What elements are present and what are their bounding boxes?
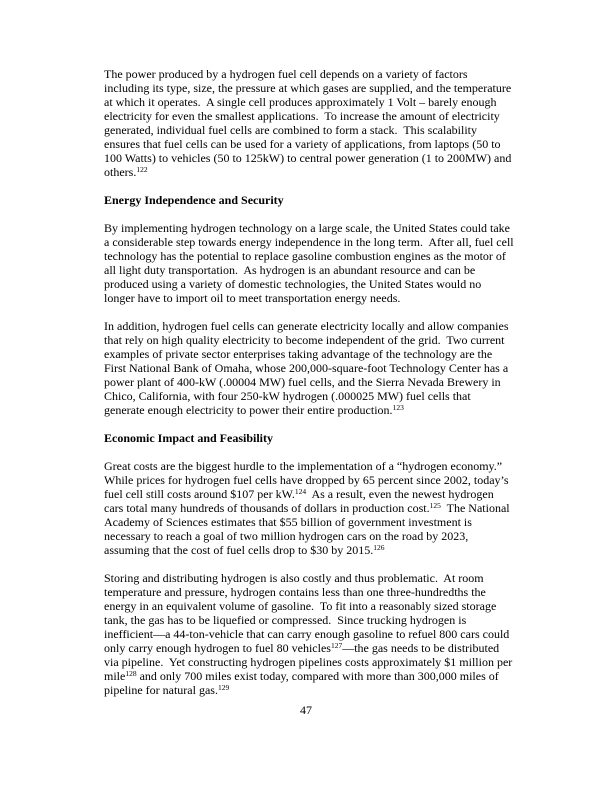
paragraph-text: The power produced by a hydrogen fuel cell depends on a variety of factors including its type, size, the pressure at which gases are supplied, and the temperature at which it operates. A single cell produces approximately 1 Volt – barely enough electricity for even the smallest applications. To increase the amount of electricity generated, individual fuel cells are combined to form a stack. This scalability ensures that fuel cells can be used for a variety of applications, from laptops (50 to 100 Watts) to vehicles (50 to 125kW) to central power generation (1 to 200MW) and others. [104, 67, 515, 179]
footnote-ref-122: 122 [136, 165, 148, 174]
paragraph-text: As a result, even the newest hydrogen cars total many hundreds of thousands of dollars in production cost. [104, 487, 497, 515]
page-number: 47 [300, 703, 312, 717]
footnote-ref-125: 125 [429, 501, 441, 510]
paragraph-text: Storing and distributing hydrogen is also costly and thus problematic. At room temperature and pressure, hydrogen contains less than one three-hundredths the energy in an equivalent volume of gasoline. To fit into a reasonably sized storage tank, the gas has to be liquefied or compressed. Since trucking hydrogen is inefficient—a 44-ton-vehicle that can carry enough gasoline to refuel 800 cars could only carry enough hydrogen to fuel 80 vehicles [104, 571, 513, 655]
paragraph-text: In addition, hydrogen fuel cells can generate electricity locally and allow companies that rely on high quality electricity to become independent of the grid. Two current examples of private sector enterprises taking advantage of the technology are the First National Bank of Omaha, whose 200,000-square-foot Technology Center has a power plant of 400-kW (.00004 MW) fuel cells, and the Sierra Nevada Brewery in Chico, California, with four 250-kW hydrogen (.000025 MW) fuel cells that generate enough electricity to power their entire production. [104, 319, 512, 417]
footnote-ref-126: 126 [373, 543, 385, 552]
footnote-ref-127: 127 [330, 641, 343, 650]
economic-paragraph-1 [104, 459, 514, 557]
footnote-ref-128: 128 [125, 669, 137, 678]
paragraph-text: —the gas needs to be distributed via pipeline. Yet constructing hydrogen pipelines costs approximately $1 million per mile [104, 641, 516, 683]
footnote-ref-123: 123 [392, 403, 404, 412]
economic-paragraph-2 [104, 571, 514, 697]
paragraph-text: By implementing hydrogen technology on a large scale, the United States could take a considerable step towards energy independence in the long term. After all, fuel cell technology has the potential to replace gasoline combustion engines as the motor of all light duty transportation. As hydrogen is an abundant resource and can be produced using a variety of domestic technologies, the United States would no longer have to import oil to meet transportation energy needs. [104, 221, 517, 305]
footnote-ref-124: 124 [294, 487, 307, 496]
intro-paragraph [104, 67, 514, 179]
paragraph-text: The National Academy of Sciences estimates that $55 billion of government investment is necessary to reach a goal of two million hydrogen cars on the road by 2023, assuming that the cost of fuel cells drop to $30 by 2015. [104, 501, 512, 557]
footnote-ref-129: 129 [217, 683, 230, 692]
paragraph-text: and only 700 miles exist today, compared with more than 300,000 miles of pipeline for natural gas. [104, 669, 502, 697]
section-heading-energy-independence: Energy Independence and Security [104, 193, 284, 207]
section-heading-economic-impact: Economic Impact and Feasibility [104, 431, 274, 445]
energy-paragraph-2 [104, 319, 514, 417]
paragraph-text: Great costs are the biggest hurdle to the implementation of a “hydrogen economy.” While prices for hydrogen fuel cells have dropped by 65 percent since 2002, today’s fuel cell still costs around $107 per kW. [104, 459, 512, 501]
energy-paragraph-1 [104, 221, 517, 305]
text-block [104, 67, 517, 711]
